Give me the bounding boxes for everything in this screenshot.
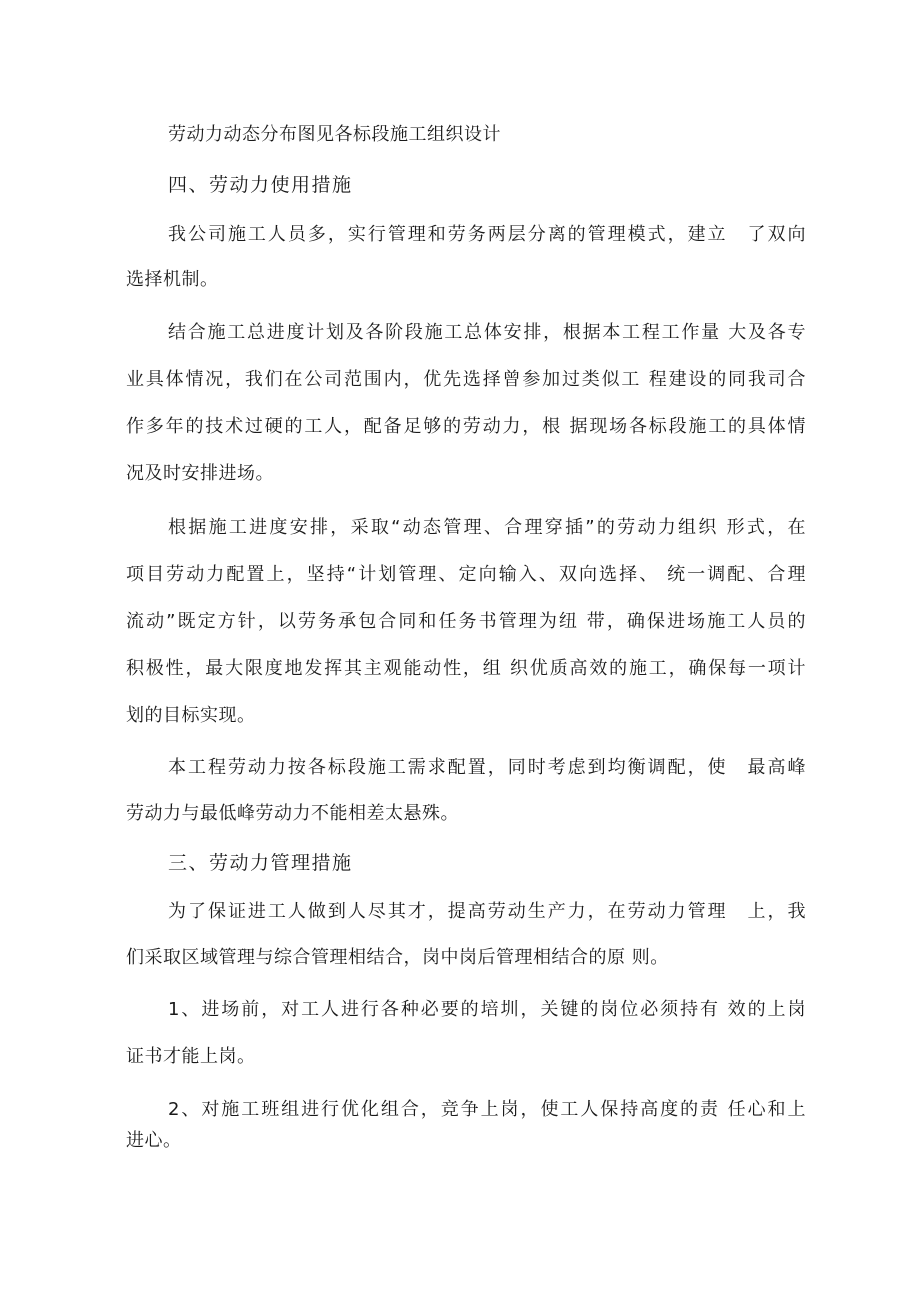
paragraph-staffing-line-2: 选择机制。 (126, 269, 219, 290)
list-item-1-line-1: 1、进场前，对工人进行各种必要的培圳，关键的岗位必须持有 效的上岗 (168, 999, 806, 1020)
list-item-1-line-2: 证书才能上岗。 (126, 1046, 256, 1067)
paragraph-schedule-line-1: 结合施工总进度计划及各阶段施工总体安排，根据本工程工作量 大及各专 (168, 322, 806, 343)
paragraph-schedule-line-2: 业具体情况，我们在公司范围内，优先选择曾参加过类似工 程建设的同我司合 (126, 369, 806, 390)
paragraph-staffing-line-1: 我公司施工人员多，实行管理和劳务两层分离的管理模式，建立 了双向 (168, 224, 806, 245)
paragraph-dynamic-mgmt-line-3: 流动”既定方针，以劳务承包合同和任务书管理为纽 带，确保进场施工人员的 (126, 611, 806, 632)
section-heading-labor-use: 四、劳动力使用措施 (168, 174, 353, 196)
list-item-2-line-2: 进心。 (126, 1130, 182, 1151)
paragraph-management-line-2: 们采取区域管理与综合管理相结合，岗中岗后管理相结合的原 则。 (126, 947, 669, 968)
paragraph-allocation-line-2: 劳动力与最低峰劳动力不能相差太悬殊。 (126, 803, 459, 824)
paragraph-dynamic-mgmt-line-1: 根据施工进度安排，采取“动态管理、合理穿插”的劳动力组织 形式，在 (168, 517, 806, 538)
paragraph-schedule-line-3: 作多年的技术过硬的工人，配备足够的劳动力，根 据现场各标段施工的具体情 (126, 416, 806, 437)
paragraph-dynamic-mgmt-line-4: 积极性，最大限度地发挥其主观能动性，组 织优质高效的施工，确保每一项计 (126, 658, 806, 679)
paragraph-dynamic-mgmt-line-5: 划的目标实现。 (126, 705, 256, 726)
list-item-2-line-1: 2、对施工班组进行优化组合，竞争上岗，使工人保持高度的责 任心和上 (168, 1099, 806, 1120)
paragraph-dynamic-mgmt-line-2: 项目劳动力配置上，坚持“计划管理、定向输入、双向选择、 统一调配、合理 (126, 564, 806, 585)
paragraph-allocation-line-1: 本工程劳动力按各标段施工需求配置，同时考虑到均衡调配，使 最高峰 (168, 757, 806, 778)
section-heading-labor-management: 三、劳动力管理措施 (168, 852, 353, 874)
paragraph-management-line-1: 为了保证进工人做到人尽其才，提高劳动生产力，在劳动力管理 上，我 (168, 901, 806, 922)
paragraph-labor-distribution: 劳动力动态分布图见各标段施工组织设计 (168, 124, 501, 145)
paragraph-schedule-line-4: 况及时安排进场。 (126, 463, 274, 484)
